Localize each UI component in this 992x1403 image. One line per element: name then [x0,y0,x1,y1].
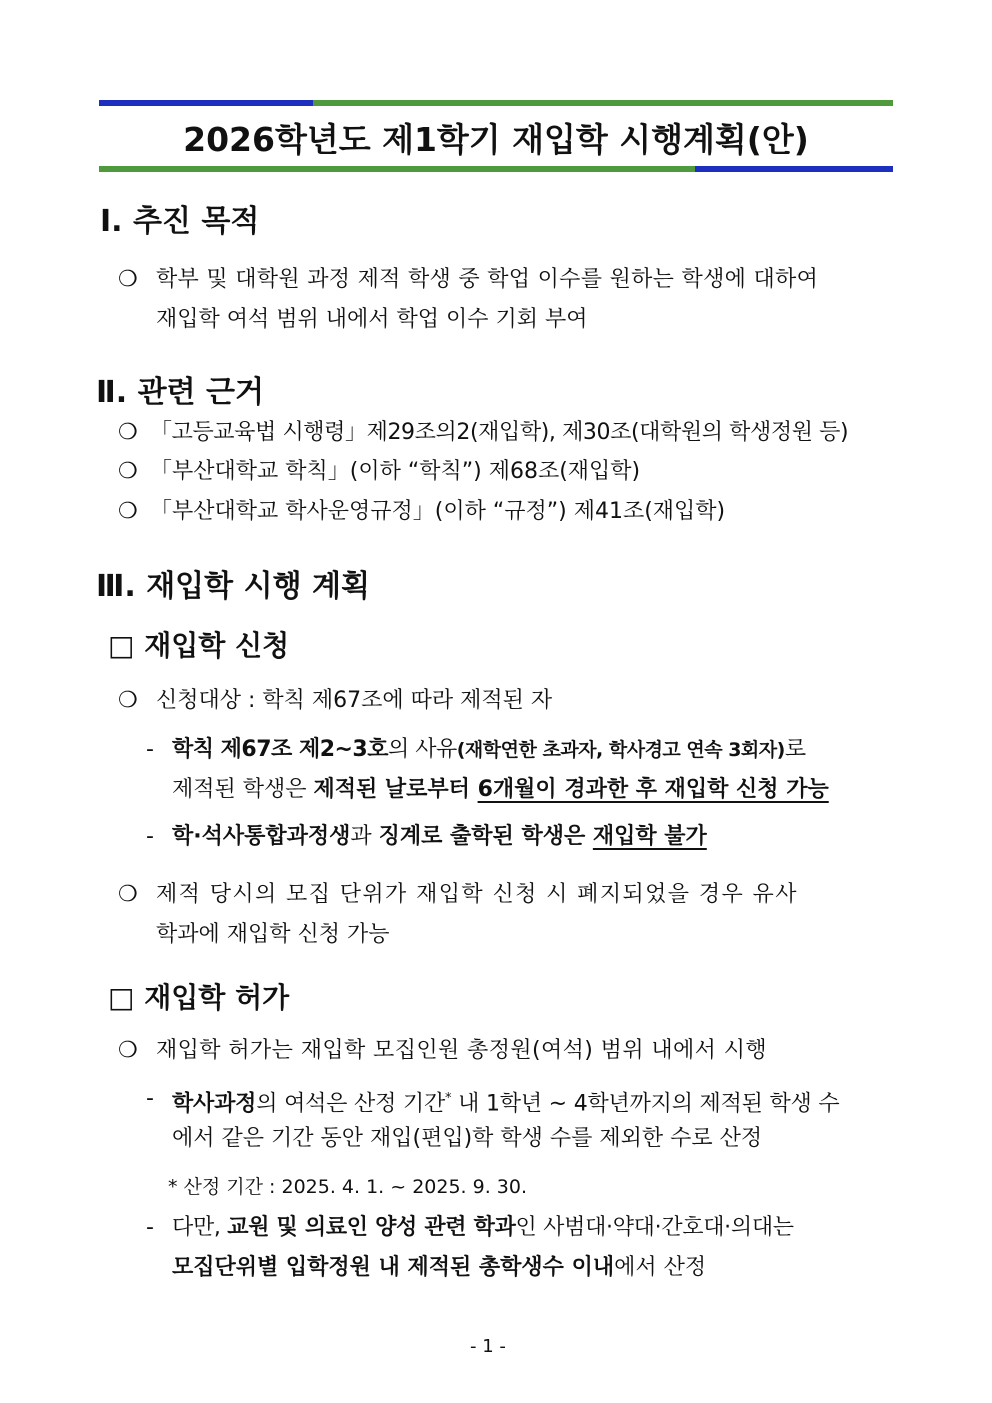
section-3-heading: Ⅲ. 재입학 시행 계획 [96,569,370,604]
text: 로 [784,737,806,762]
bullet-icon: ❍ [118,420,138,445]
text: 다만, [172,1215,228,1240]
dash-icon: - [146,1086,154,1111]
apply-note-line-1: 제적 당시의 모집 단위가 재입학 신청 시 폐지되었을 경우 유사 [156,882,798,907]
apply-detail-2 [172,822,707,852]
text-bold: 교원 및 의료인 양성 관련 학과 [227,1215,516,1240]
bullet-icon: ❍ [118,882,138,907]
bullet-icon: ❍ [118,499,138,524]
section-2-heading: Ⅱ. 관련 근거 [96,375,264,410]
reason: (재학연한 초과자, 학사경고 연속 3회자) [456,739,785,761]
subsection-apply-heading: □ 재입학 신청 [108,629,290,662]
title-bar-bottom-green [99,166,695,172]
dash-icon: - [146,824,154,849]
text-underlined: 6개월이 경과한 후 재입학 신청 가능 [477,777,829,802]
page-number: - 1 - [470,1336,506,1357]
bullet-icon: ❍ [118,1038,138,1063]
permit-detail-2-line-1 [172,1213,794,1243]
dash-icon: - [146,737,154,762]
title-bar-bottom-blue [695,166,893,172]
text-bold: 학·석사통합과정생 [172,824,351,849]
bullet-icon: ❍ [118,459,138,484]
page-title: 2026학년도 제1학기 재입학 시행계획(안) [183,120,809,159]
footnote: * 산정 기간 : 2025. 4. 1. ~ 2025. 9. 30. [168,1176,528,1198]
section-1-line-1: 학부 및 대학원 과정 제적 학생 중 학업 이수를 원하는 학생에 대하여 [156,267,819,292]
bullet-icon: ❍ [118,688,138,713]
apply-detail-1-line-2 [172,775,829,805]
section-1-heading: Ⅰ. 추진 목적 [100,204,260,239]
text: 과 [350,824,379,849]
text-bold: 징계로 출학된 학생은 [378,824,593,849]
text: 내 1학년 ~ 4학년까지의 제적된 학생 수 [451,1091,840,1117]
text-bold: 모집단위별 입학정원 내 제적된 총학생수 이내 [172,1255,615,1280]
rule-reference: 학칙 제67조 제2~3호 [172,737,388,762]
text: 제적된 학생은 [172,777,314,802]
permit-main: 재입학 허가는 재입학 모집인원 총정원(여석) 범위 내에서 시행 [156,1038,768,1063]
basis-item: 「부산대학교 학칙」(이하 “학칙”) 제68조(재입학) [150,459,641,484]
subsection-permit-heading: □ 재입학 허가 [108,981,290,1014]
title-bar-top-blue [99,100,313,106]
apply-note-line-2: 학과에 재입학 신청 가능 [156,922,390,947]
text: 의 여석은 산정 기간 [256,1091,446,1117]
text: 인 사범대·약대·간호대·의대는 [515,1215,794,1240]
basis-item: 「고등교육법 시행령」제29조의2(재입학), 제30조(대학원의 학생정원 등) [150,420,849,445]
section-1-line-2: 재입학 여석 범위 내에서 학업 이수 기회 부여 [156,307,588,332]
text-underlined: 재입학 불가 [592,824,707,849]
text: 에서 산정 [614,1255,707,1280]
text-bold: 학사과정 [172,1091,257,1117]
apply-target: 신청대상 : 학칙 제67조에 따라 제적된 자 [156,688,553,713]
text: 의 사유 [388,737,457,762]
apply-detail-1-line-1 [172,735,806,765]
text-bold: 제적된 날로부터 [313,777,478,802]
permit-detail-1-line-1 [172,1084,839,1119]
dash-icon: - [146,1215,154,1240]
permit-detail-1-line-2: 에서 같은 기간 동안 재입(편입)학 학생 수를 제외한 수로 산정 [172,1126,763,1151]
permit-detail-2-line-2 [172,1253,706,1283]
bullet-icon: ❍ [118,267,138,292]
title-bar-top-green [313,100,893,106]
footnote-mark: * [445,1091,452,1106]
basis-item: 「부산대학교 학사운영규정」(이하 “규정”) 제41조(재입학) [150,499,726,524]
